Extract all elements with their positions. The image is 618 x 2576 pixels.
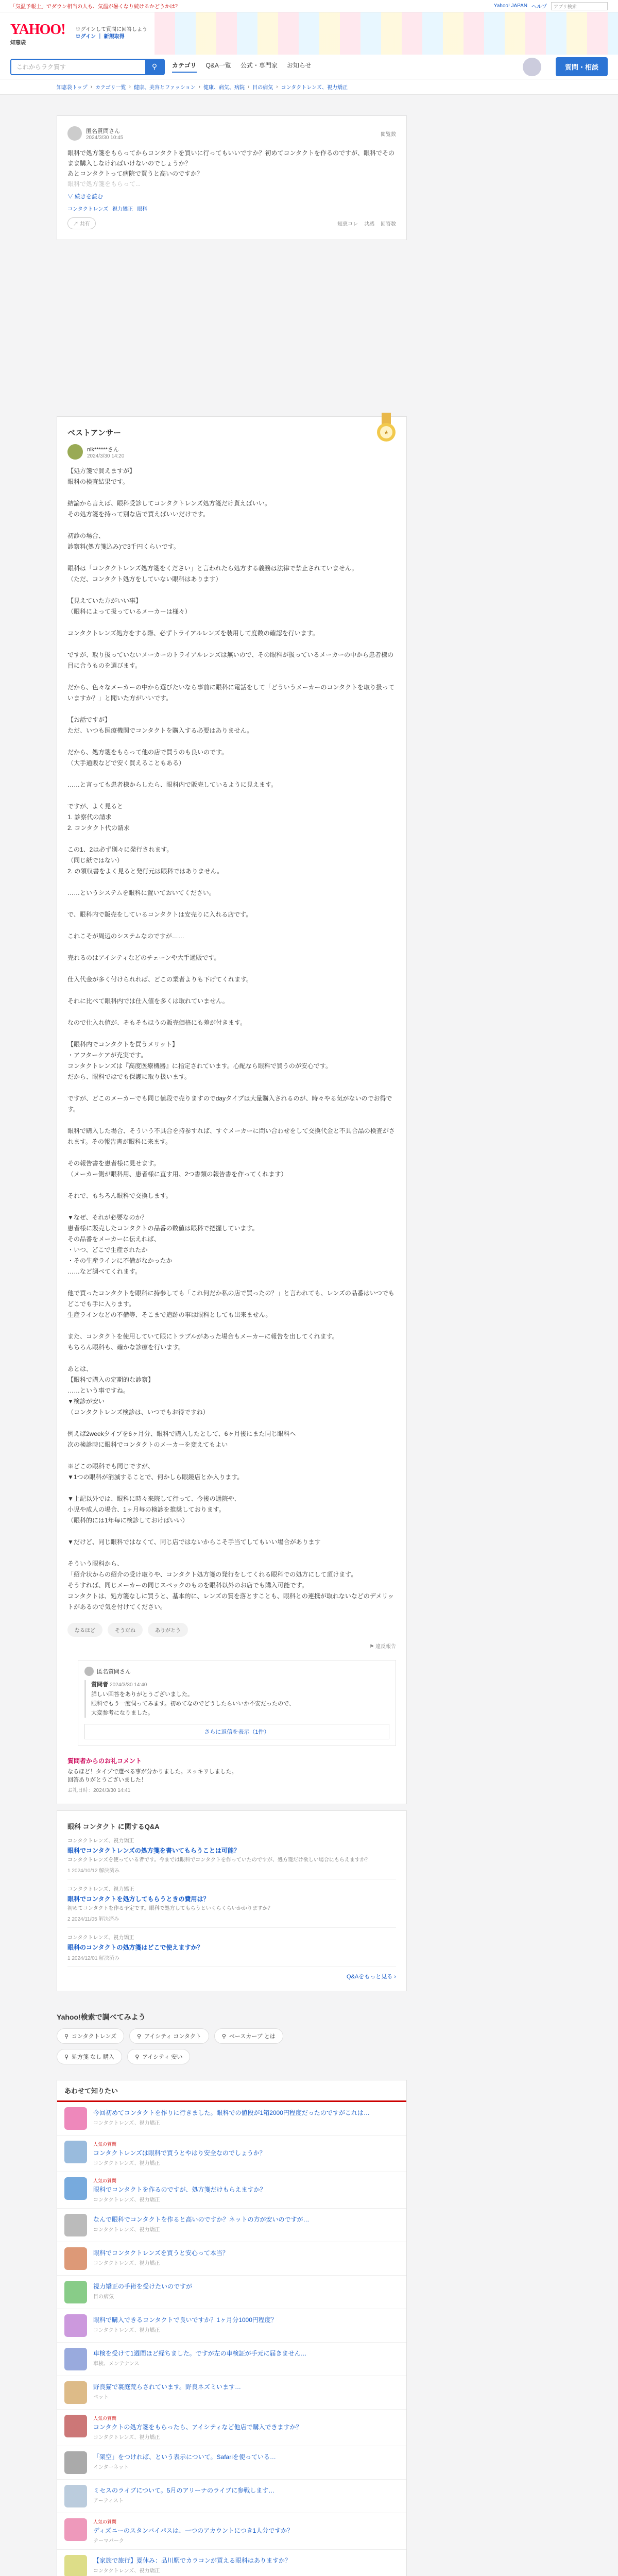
reaction-buttons <box>67 1623 396 1637</box>
search-icon: ⚲ <box>137 2033 142 2040</box>
recommended-category: コンタクトレンズ、視力矯正 <box>93 2161 160 2166</box>
recommended-text <box>93 2518 293 2544</box>
breadcrumb-item[interactable]: コンタクトレンズ、視力矯正 <box>281 85 348 91</box>
related-meta: 1 2024/10/12 解決済み <box>67 1868 120 1874</box>
thumbnail <box>64 2381 87 2404</box>
top-utility-bar <box>0 0 618 12</box>
views-label: 閲覧数 <box>381 131 396 138</box>
thumbnail <box>64 2485 87 2507</box>
recommended-question[interactable]: 視力矯正の手術を受けたいのですが <box>93 2283 193 2290</box>
search-input[interactable] <box>10 59 165 75</box>
breadcrumb-item[interactable]: 知恵袋トップ <box>57 85 88 91</box>
thumbnail <box>64 2214 87 2236</box>
list-item[interactable] <box>57 2242 406 2276</box>
reply-date: 2024/3/30 14:40 <box>110 1682 147 1688</box>
breadcrumb-item[interactable]: カテゴリ一覧 <box>95 85 126 91</box>
related-question[interactable]: 眼科のコンタクトの処方箋はどこで使えますか？ <box>67 1944 203 1951</box>
mini-search-input[interactable]: アプリ検索 <box>551 2 608 10</box>
answer-date: 2024/3/30 14:20 <box>87 453 125 459</box>
related-qa <box>57 1810 407 1991</box>
recommended-items <box>57 2102 406 2576</box>
recommended-category: コンタクトレンズ、視力矯正 <box>93 2261 160 2266</box>
thanks-text: なるほど！タイプで選べる事が分かりました。スッキリしました。 回答ありがとうございました！ <box>67 1769 237 1783</box>
more-qa-link[interactable]: Q&Aをもっと見る › <box>347 1974 396 1980</box>
question-text: 眼科で処方箋をもらってからコンタクトを買いに行ってもいいですか？初めてコンタクトを作るのですが、眼科でそのまま購入しなければいけないのでしょうか？ あとコンタクトって病院で買うと高いのですか？ <box>67 149 395 177</box>
thumbnail <box>64 2281 87 2303</box>
recommended-category: テーマパーク <box>93 2538 124 2544</box>
login-line1: ログインして質問に回答しよう <box>75 27 148 32</box>
related-category: コンタクトレンズ、視力矯正 <box>67 1887 134 1892</box>
recommended-text <box>93 2247 229 2266</box>
share-button[interactable]: ↗ 共有 <box>67 217 96 229</box>
tab-category[interactable]: カテゴリ <box>172 61 197 73</box>
list-item[interactable] <box>67 1831 396 1879</box>
thanks-comment <box>67 1756 396 1793</box>
thumbnail <box>64 2141 87 2163</box>
login-link[interactable]: ログイン ｜ 新規取得 <box>75 34 125 40</box>
list-item[interactable] <box>57 2136 406 2172</box>
search-icon: ⚲ <box>221 2033 226 2040</box>
search-chip-label: アイシティ 安い <box>142 2054 183 2060</box>
recommended-text <box>93 2141 266 2166</box>
related-snippet: 初めてコンタクトを作る予定です。眼科で処方してもらうといくらくらいかかりますか？ <box>67 1906 273 1911</box>
reply-inner-user: 質問者 <box>91 1682 108 1688</box>
list-item[interactable] <box>67 1928 396 1967</box>
list-item[interactable] <box>57 2343 406 2376</box>
breadcrumb-item[interactable]: 健康、病気、病院 <box>203 85 245 91</box>
answer-count: 回答数 <box>381 222 396 227</box>
search-icon[interactable]: ⚲ <box>145 60 164 74</box>
list-item[interactable] <box>57 2480 406 2513</box>
tab-qa-list[interactable]: Q&A一覧 <box>205 62 231 69</box>
report-link[interactable]: ⚑ 違反報告 <box>369 1644 396 1650</box>
thumbnail <box>64 2451 87 2474</box>
question-faded-text: 眼科で処方箋をもらって... <box>67 180 141 188</box>
recommended-question[interactable]: 野良猫で裏庭荒らされています。野良ネズミいます… <box>93 2383 242 2391</box>
reply-user-name[interactable]: 匿名質問さん <box>97 1669 131 1675</box>
recommended-question[interactable]: 車検を受けて1週間ほど経ちました。ですが左の車検証が手元に届きません… <box>93 2350 307 2357</box>
list-item[interactable] <box>57 2376 406 2410</box>
search-chip-label: ベースカーブ とは <box>229 2033 276 2040</box>
logo-text: YAHOO! <box>10 21 65 38</box>
answerer <box>67 444 396 460</box>
recommended-text <box>93 2177 266 2203</box>
popular-badge: 人気の質問 <box>93 2178 117 2183</box>
medal-icon <box>374 413 398 446</box>
reply-thread <box>78 1660 396 1746</box>
ad-space <box>57 240 407 410</box>
recommended-text <box>93 2555 291 2574</box>
nav-tabs <box>172 61 312 73</box>
promo-text[interactable]: 「気温予報士」でダウン相当の人も、気温が暑くなり続けるかどうかは？ <box>10 4 180 10</box>
read-more-link[interactable]: ∨ 続きを読む <box>67 194 104 200</box>
search-icon: ⚲ <box>64 2054 69 2060</box>
search-chip[interactable] <box>214 2028 283 2044</box>
list-item[interactable] <box>57 2410 406 2446</box>
recommended-text <box>93 2415 302 2441</box>
recommended-question[interactable]: 眼科でコンタクトを作るのですが、処方箋だけもらえますか？ <box>93 2186 266 2193</box>
list-item[interactable] <box>57 2309 406 2343</box>
breadcrumb: 知恵袋トップ › カテゴリ一覧 › 健康、美容とファッション › 健康、病気、病院 › 目の病気 › コンタクトレンズ、視力矯正 <box>0 79 618 95</box>
breadcrumb-item[interactable]: 健康、美容とファッション <box>134 85 196 91</box>
question-action-group <box>337 219 396 227</box>
related-meta: 1 2024/12/01 解決済み <box>67 1956 120 1961</box>
recommended-text <box>93 2485 274 2504</box>
header-decoration <box>154 12 618 55</box>
related-question[interactable]: 眼科でコンタクトレンズの処方箋を書いてもらうことは可能？ <box>67 1847 240 1854</box>
tab-official[interactable]: 公式・専門家 <box>240 62 278 69</box>
search-chip[interactable] <box>129 2028 209 2044</box>
recommended-category: コンタクトレンズ、視力矯正 <box>93 2121 160 2126</box>
thanks-date: お礼日時：2024/3/30 14:41 <box>67 1788 131 1793</box>
thumbnail <box>64 2348 87 2370</box>
thumbnail <box>64 2177 87 2200</box>
popular-badge: 人気の質問 <box>93 2519 117 2524</box>
more-qa-label: Q&Aをもっと見る <box>347 1974 393 1980</box>
recommended-text <box>93 2348 307 2367</box>
recommended-text <box>93 2451 276 2470</box>
question-actions <box>67 217 396 229</box>
recommended-category: 目の病気 <box>93 2294 114 2300</box>
thumbnail <box>64 2107 87 2130</box>
reaction-button[interactable]: なるほど <box>67 1623 102 1637</box>
list-item[interactable] <box>57 2209 406 2242</box>
search-chip-label: 処方箋 なし 購入 <box>72 2054 115 2060</box>
recommended-question[interactable]: ミセスのライブについて。5月のアリーナのライブに参戦します… <box>93 2487 275 2494</box>
empathy-button[interactable]: 共感 <box>364 222 374 227</box>
recommended-category: コンタクトレンズ、視力矯正 <box>93 2435 160 2441</box>
search-chip[interactable] <box>57 2028 124 2044</box>
related-category: コンタクトレンズ、視力矯正 <box>67 1838 134 1844</box>
question-body <box>67 148 396 189</box>
recommended-list <box>57 2080 407 2576</box>
best-answer-card <box>57 416 407 1804</box>
main-column <box>57 115 407 2576</box>
reply-inner <box>84 1680 389 1718</box>
list-item[interactable] <box>57 2550 406 2576</box>
recommended-question[interactable]: 【家族で旅行】夏休み：品川駅でカラコンが買える眼科はありますか？ <box>93 2557 291 2564</box>
share-label: 共有 <box>79 222 90 227</box>
recommended-question[interactable]: 眼科で購入できるコンタクトで良いですか？1ヶ月分1000円程度？ <box>93 2316 277 2324</box>
recommended-text <box>93 2214 310 2233</box>
more-replies-button[interactable]: さらに返信を表示（1件） <box>84 1724 389 1739</box>
avatar <box>67 444 83 460</box>
recommended-category: ペット <box>93 2395 109 2400</box>
thumbnail <box>64 2555 87 2576</box>
recommended-text <box>93 2381 241 2400</box>
question-tags <box>67 205 396 212</box>
recommended-question[interactable]: 今回初めてコンタクトを作りに行きました。眼科での値段が1箱2000円程度だったのですがこれは… <box>93 2109 370 2116</box>
related-snippet: コンタクトレンズを使っている者です。今までは眼科でコンタクトを作っていたのですが、処方箋だけ欲しい場合にもらえますか？ <box>67 1857 370 1863</box>
avatar[interactable] <box>523 58 541 76</box>
list-item[interactable] <box>57 2102 406 2136</box>
recommended-category: コンタクトレンズ、視力矯正 <box>93 2568 160 2574</box>
recommended-category: アーティスト <box>93 2498 124 2504</box>
list-item[interactable] <box>57 2276 406 2309</box>
thumbnail <box>64 2314 87 2337</box>
recommended-title: あわせて知りたい <box>57 2080 406 2102</box>
recommended-category: コンタクトレンズ、視力矯正 <box>93 2227 160 2233</box>
list-item[interactable] <box>67 1879 396 1928</box>
avatar <box>84 1667 94 1676</box>
recommended-text <box>93 2314 277 2333</box>
answer-text: 【処方箋で買えますが】 眼科の検査結果です。 結論から言えば、眼科受診してコンタクトレンズ処方箋だけ貰えばいい。 その処方箋を持って別な店で買えばいいだけです。 初診の場合、 診察料(処方箋込み)で3千円くらいです。 眼科は「コンタクトレンズ処方箋をください」と言われたら処方する義務は法律で禁止されていません。 （ただ、コンタクト処方をしていない眼科はあります） 【見えていた方がいい事】 （眼科によって扱っているメーカーは様々） コンタクトレンズ処方をする際、必ずトライアルレンズを装用して度数の確認を行います。 ですが、取り扱っていないメーカーのトライアルレンズは無いので、その眼科が扱っているメーカーの中から患者様の目に合うものを選びます。 だから、色々なメーカーの中から選びたいなら事前に眼科に電話をして「どういうメーカーのコンタクトを取り扱っていますか？」と聞いた方がいいです。 【お話ですが】 ただ、いつも医療機関でコンタクトを購入する必要はありません。 だから、処方箋をもらって他の店で買うのも良いのです。 （大手通販などで安く買えることもある） ……と言っても患者様からしたら、眼科内で販売しているように見えます。 ですが、よく見ると 1. 診察代の請求 2. コンタクト代の請求 この1、2は必ず別々に発行されます。 （同じ紙ではない） 2. の領収書をよく見ると発行元は眼科ではありません。 ……というシステムを眼科に置いておいてください。 で、眼科内で販売をしているコンタクトは安売りに入れる店です。 これこそが周辺のシステムなのですが…… 売れるのはアイシティなどのチェーンや大手通販です。 仕入代金が多く付けられれば、どこの業者よりも下げてくれます。 それに比べて眼科内では仕入値を多くは取れていません。 なので仕入れ値が、そもそもほうの販売価格にも差が付きます。 【眼科内でコンタクトを買うメリット】 ・アフターケアが充実です。 コンタクトレンズは『高度医療機器』に指定されています。心配なら眼科で買うのが安心です。 だから、眼科ではでも保護に取り扱います。 ですが、どこのメーカーでも同じ値段で売りますのでdayタイプは大量購入されるのが、時々やる気がないのでお得です。 眼科で購入した場合、そういう不具合を持参すれば、すぐメーカーに問い合わせをして交換代金と不具合品の検査がされます。その報告書が眼科に来ます。 その報告書を患者様に見せます。 （メーカー側が眼科用、患者様に直す用、2つ書類の報告書を作ってくれます） それで、もちろん眼科で交換します。 ▼なぜ、それが必要なのか？ 患者様に販売したコンタクトの品番の数値は眼科で把握しています。 その品番をメーカーに伝えれば、 ・いつ、どこで生産されたか ・その生産ラインに不備がなかったか ……など調べてくれます。 他で買ったコンタクトを眼科に持参しても「これ何だか私の店で買ったの？」と言われても、レンズの品番はいつでもどこでも手に入ります。 生産ラインなどの不備等、そこまで追跡の事は眼科としても出来ません。 また、コンタクトを使用していて眼にトラブルがあった場合もメーカーに報告を出してくれます。 もちろん眼科も、確かな診療を行います。 あとは、 【眼科で購入の定期的な診察】 ……という事ですね。 ▼検診が安い （コンタクトレンズ検診は、いつでもお得ですね） 例えば2week夕イプを6ヶ月分、眼科で購入したとして、6ヶ月後にまた同じ眼科へ 次の検診時に眼科でコンタクトのメーカーを変えてもよい ※どこの眼科でも同じですが、 ▼1つの眼科が消滅することで、何かしら眼鏡店とか入ります。 ▼上記以外では、眼科に時々来院して行って、今後の通院や、 小児や成人の場合、1ヶ月毎の検診を推奨しております。 （眼科的には1年毎に検診しておけばいい） ▼だけど、同じ眼科ではなくて、同じ店ではないからこそ手当てしてもいい場合があります そういう眼科から、 「紹介状からの紹介の受け取りや、コンタクト処方箋の発行をしてくれる眼科での処方にして頂けます。 そうすれば、同じメーカーの同じスペックのものを眼科以外のお店でも購入可能です。 コンタクトは、処方箋なしに買うと、基本的に、レンズの質を落とすことも、眼科との連携が取れないなどのデメリットがあるので気を付けてください。 <box>67 467 395 1611</box>
recommended-question[interactable]: 眼科でコンタクトレンズを買うと安心って本当？ <box>93 2249 229 2257</box>
search-placeholder: これからラク質す <box>16 63 66 71</box>
search-icon: ⚲ <box>135 2054 140 2060</box>
svg-text:★: ★ <box>384 430 389 436</box>
thumbnail <box>64 2518 87 2541</box>
search-chips <box>57 2028 324 2064</box>
list-item[interactable] <box>57 2513 406 2550</box>
avatar <box>67 126 82 141</box>
recommended-category: インターネット <box>93 2465 129 2470</box>
search-chip-label: コンタクトレンズ <box>72 2033 117 2040</box>
question-date: 2024/3/30 10:45 <box>86 134 124 141</box>
collection-button[interactable]: 知恵コレ <box>337 222 358 227</box>
thanks-label: 質問者からのお礼コメント <box>67 1757 142 1765</box>
tag[interactable]: 視力矯正 <box>112 207 133 212</box>
yahoo-search-suggestions <box>57 2012 407 2064</box>
logo-sub: 知恵袋 <box>10 40 26 46</box>
recommended-question[interactable]: なんで眼科でコンタクトを作ると高いのですか？ネットの方が安いのですが… <box>93 2216 310 2223</box>
recommended-text <box>93 2107 370 2126</box>
recommended-category: コンタクトレンズ、視力矯正 <box>93 2328 160 2333</box>
recommended-question[interactable]: コンタクトの処方箋をもらったら、アイシティなど他店で購入できますか？ <box>93 2424 302 2431</box>
tag[interactable]: 眼科 <box>137 207 148 212</box>
ask-question-button[interactable]: 質問・相談 <box>556 57 608 76</box>
tag[interactable]: コンタクトレンズ <box>67 207 109 212</box>
reaction-button[interactable]: そうだね <box>108 1623 143 1637</box>
recommended-question[interactable]: ディズニーのスタンバイパスは、一つのアカウントにつき1人分ですか？ <box>93 2527 294 2534</box>
login-prompt <box>76 26 148 41</box>
recommended-category: 車検、メンテナンス <box>93 2361 140 2367</box>
logo[interactable] <box>10 22 65 46</box>
recommended-category: コンタクトレンズ、視力矯正 <box>93 2197 160 2203</box>
read-more-label: 続きを読む <box>75 194 104 200</box>
masthead <box>0 12 618 55</box>
best-answer-title: ベストアンサー <box>67 429 121 437</box>
help-link[interactable]: ヘルプ <box>531 4 547 10</box>
popular-badge: 人気の質問 <box>93 2142 117 2147</box>
popular-badge: 人気の質問 <box>93 2416 117 2421</box>
top-links <box>494 2 608 10</box>
answerer-name[interactable]: nik******さん <box>87 446 119 453</box>
list-item[interactable] <box>57 2172 406 2209</box>
list-item[interactable] <box>57 2446 406 2480</box>
search-suggestions-title: Yahoo!検索で調べてみよう <box>57 2013 146 2021</box>
reaction-button[interactable]: ありがとう <box>148 1623 188 1637</box>
related-question[interactable]: 眼科でコンタクトを処方してもらうときの費用は？ <box>67 1895 210 1903</box>
question-card <box>57 115 407 240</box>
recommended-text <box>93 2281 192 2300</box>
breadcrumb-item[interactable]: 目の病気 <box>252 85 273 91</box>
recommended-question[interactable]: 「架空」をつければ、という表示について。Safariを使っている… <box>93 2453 276 2461</box>
tab-news[interactable]: お知らせ <box>286 62 312 69</box>
related-title: 眼科 コンタクト に関するQ&A <box>67 1823 160 1831</box>
search-chip[interactable] <box>57 2049 122 2064</box>
main-nav <box>0 55 618 79</box>
thumbnail <box>64 2247 87 2270</box>
search-chip-label: アイシティ コンタクト <box>144 2033 201 2040</box>
reply-user <box>84 1667 389 1676</box>
yahoo-japan-link[interactable]: Yahoo! JAPAN <box>493 3 527 9</box>
report-label: 違反報告 <box>375 1644 396 1650</box>
related-category: コンタクトレンズ、視力矯正 <box>67 1935 134 1941</box>
recommended-question[interactable]: コンタクトレンズは眼科で買うとやはり安全なのでしょうか？ <box>93 2149 266 2157</box>
related-meta: 2 2024/11/05 解決済み <box>67 1917 119 1922</box>
question-header <box>67 126 396 141</box>
reply-text: 詳しい回答をありがとうございました。 眼科でもう一度伺ってみます。初めてなのでどうしたらいいか不安だったので、 大変参考になりました。 <box>91 1691 295 1716</box>
search-chip[interactable] <box>127 2049 190 2064</box>
search-icon: ⚲ <box>64 2033 69 2040</box>
thumbnail <box>64 2415 87 2437</box>
question-user[interactable]: 匿名質問さん <box>86 128 120 134</box>
